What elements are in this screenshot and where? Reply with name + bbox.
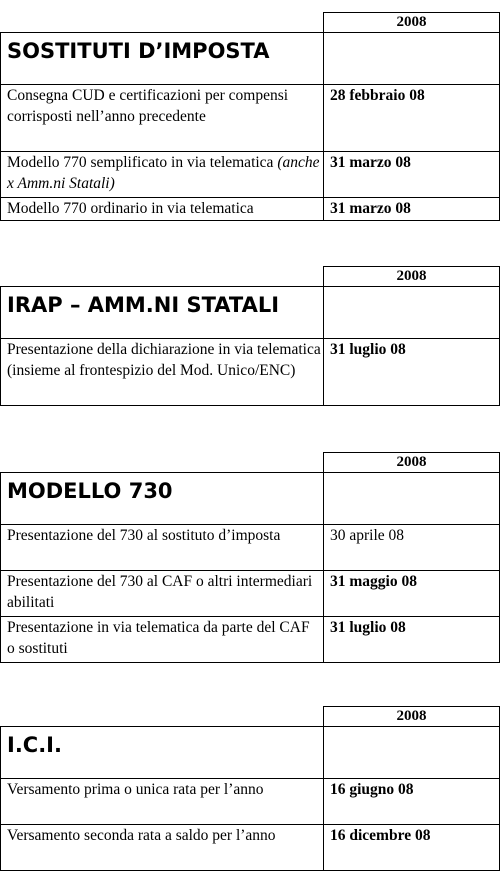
- row-description: Modello 770 semplificato in via telematica (anche x Amm.ni Statali): [1, 152, 324, 198]
- row-date: 31 marzo 08: [324, 152, 500, 198]
- table-row: [1, 85, 500, 152]
- section-sostituti: [0, 12, 503, 221]
- deadline-table: [0, 12, 500, 221]
- row-date: 31 luglio 08: [324, 617, 500, 663]
- table-row: [1, 571, 500, 617]
- row-date: 31 luglio 08: [324, 339, 500, 406]
- row-note: (anche x Amm.ni Statali): [7, 154, 320, 192]
- row-date: 16 giugno 08: [324, 779, 500, 825]
- row-description: Modello 770 ordinario in via telematica: [1, 198, 324, 221]
- table-row: [1, 617, 500, 663]
- row-date: 16 dicembre 08: [324, 825, 500, 871]
- row-date: 31 marzo 08: [324, 198, 500, 221]
- section-irap: [0, 266, 503, 406]
- table-row: [1, 779, 500, 825]
- deadline-table: [0, 452, 500, 663]
- year-header: 2008: [324, 267, 500, 287]
- row-description: Versamento seconda rata a saldo per l’anno: [1, 825, 324, 871]
- year-header: 2008: [324, 453, 500, 473]
- row-date: 30 aprile 08: [324, 525, 500, 571]
- table-row: [1, 198, 500, 221]
- section-title: SOSTITUTI D’IMPOSTA: [1, 33, 324, 85]
- year-header: 2008: [324, 707, 500, 727]
- row-description: Presentazione in via telematica da parte del CAF o sostituti: [1, 617, 324, 663]
- row-date: 31 maggio 08: [324, 571, 500, 617]
- section-modello-730: [0, 452, 503, 663]
- row-description: Consegna CUD e certificazioni per compensi corrisposti nell’anno precedente: [1, 85, 324, 152]
- table-row: [1, 339, 500, 406]
- section-ici: [0, 706, 503, 871]
- deadline-table: [0, 706, 500, 871]
- section-title: IRAP – AMM.NI STATALI: [1, 287, 324, 339]
- section-title: I.C.I.: [1, 727, 324, 779]
- row-description: Presentazione della dichiarazione in via telematica (insieme al frontespizio del Mod. Unico/ENC): [1, 339, 324, 406]
- table-row: [1, 525, 500, 571]
- row-description: Presentazione del 730 al sostituto d’imposta: [1, 525, 324, 571]
- row-date: 28 febbraio 08: [324, 85, 500, 152]
- year-header: 2008: [324, 13, 500, 33]
- row-description: Presentazione del 730 al CAF o altri intermediari abilitati: [1, 571, 324, 617]
- deadline-table: [0, 266, 500, 406]
- table-row: [1, 825, 500, 871]
- row-description: Versamento prima o unica rata per l’anno: [1, 779, 324, 825]
- table-row: [1, 152, 500, 198]
- section-title: MODELLO 730: [1, 473, 324, 525]
